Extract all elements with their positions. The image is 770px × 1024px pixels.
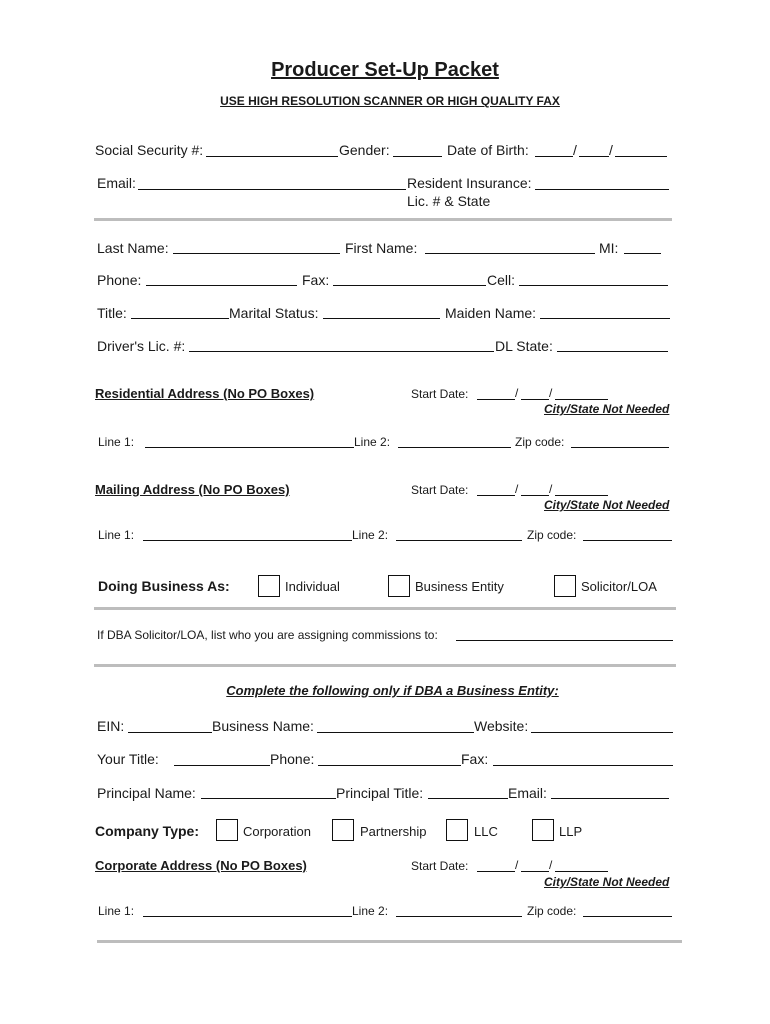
dob-month-field[interactable] xyxy=(535,156,573,157)
entity-email-label: Email: xyxy=(508,785,547,801)
entity-fax-label: Fax: xyxy=(461,751,489,767)
gender-label: Gender: xyxy=(339,142,390,158)
fax-field[interactable] xyxy=(333,285,486,286)
residential-zip-label: Zip code: xyxy=(515,435,565,449)
residential-start-date-label: Start Date: xyxy=(411,387,469,401)
phone-field[interactable] xyxy=(146,285,297,286)
ein-field[interactable] xyxy=(128,732,212,733)
first-name-label: First Name: xyxy=(345,240,418,256)
dba-individual-checkbox[interactable] xyxy=(258,575,280,597)
corporate-zip-label: Zip code: xyxy=(527,904,577,918)
last-name-field[interactable] xyxy=(173,253,340,254)
page-title: Producer Set-Up Packet xyxy=(271,59,499,81)
dba-solicitor-checkbox[interactable] xyxy=(554,575,576,597)
entity-fax-field[interactable] xyxy=(493,765,673,766)
company-llc-label: LLC xyxy=(474,824,498,839)
company-type-label: Company Type: xyxy=(95,823,199,839)
mailing-start-month-field[interactable] xyxy=(477,495,515,496)
resident-license-label: Resident Insurance: xyxy=(407,175,532,191)
company-llp-label: LLP xyxy=(559,824,583,839)
ssn-label: Social Security #: xyxy=(95,142,204,158)
entity-email-field[interactable] xyxy=(551,798,669,799)
corporate-start-year-field[interactable] xyxy=(555,871,608,872)
corporate-line1-field[interactable] xyxy=(143,916,352,917)
ssn-field[interactable] xyxy=(206,156,338,157)
corporate-start-month-field[interactable] xyxy=(477,871,515,872)
principal-title-field[interactable] xyxy=(428,798,508,799)
company-llc-checkbox[interactable] xyxy=(446,819,468,841)
mi-field[interactable] xyxy=(624,253,661,254)
gender-field[interactable] xyxy=(393,156,442,157)
phone-label: Phone: xyxy=(97,272,142,288)
fax-label: Fax: xyxy=(302,272,330,288)
dba-assign-label: If DBA Solicitor/LOA, list who you are assigning commissions to: xyxy=(97,628,438,642)
company-corporation-label: Corporation xyxy=(243,824,311,839)
email-label: Email: xyxy=(97,175,136,191)
dob-year-field[interactable] xyxy=(615,156,667,157)
dob-label: Date of Birth: xyxy=(447,142,529,158)
cell-field[interactable] xyxy=(519,285,668,286)
corporate-zip-field[interactable] xyxy=(583,916,672,917)
mailing-start-year-field[interactable] xyxy=(555,495,608,496)
mailing-line2-label: Line 2: xyxy=(352,528,389,542)
mailing-zip-label: Zip code: xyxy=(527,528,577,542)
your-title-label: Your Title: xyxy=(97,751,159,767)
dob-slash: / xyxy=(609,142,613,158)
principal-name-label: Principal Name: xyxy=(97,785,196,801)
corporate-line2-field[interactable] xyxy=(396,916,522,917)
principal-title-label: Principal Title: xyxy=(336,785,424,801)
mailing-zip-field[interactable] xyxy=(583,540,672,541)
residential-start-year-field[interactable] xyxy=(555,399,608,400)
mailing-address-heading: Mailing Address (No PO Boxes) xyxy=(95,482,290,497)
dl-state-field[interactable] xyxy=(557,351,668,352)
mailing-note: City/State Not Needed xyxy=(544,498,670,512)
dl-state-label: DL State: xyxy=(495,338,553,354)
your-title-field[interactable] xyxy=(174,765,270,766)
business-name-label: Business Name: xyxy=(212,718,314,734)
title-label: Title: xyxy=(97,305,127,321)
date-slash: / xyxy=(515,482,519,496)
first-name-field[interactable] xyxy=(425,253,595,254)
date-slash: / xyxy=(515,386,519,400)
entity-phone-label: Phone: xyxy=(270,751,315,767)
company-partnership-label: Partnership xyxy=(360,824,427,839)
section-divider xyxy=(94,664,676,667)
mailing-line2-field[interactable] xyxy=(396,540,522,541)
date-slash: / xyxy=(549,858,553,872)
last-name-label: Last Name: xyxy=(97,240,169,256)
dba-business-entity-checkbox[interactable] xyxy=(388,575,410,597)
cell-label: Cell: xyxy=(487,272,516,288)
resident-license-field[interactable] xyxy=(535,189,669,190)
residential-line2-label: Line 2: xyxy=(354,435,391,449)
website-label: Website: xyxy=(474,718,529,734)
corporate-note: City/State Not Needed xyxy=(544,875,670,889)
corporate-line1-label: Line 1: xyxy=(98,904,135,918)
dob-slash: / xyxy=(573,142,577,158)
website-field[interactable] xyxy=(531,732,673,733)
residential-address-heading: Residential Address (No PO Boxes) xyxy=(95,386,315,401)
mailing-start-day-field[interactable] xyxy=(521,495,549,496)
residential-start-day-field[interactable] xyxy=(521,399,549,400)
drivers-license-field[interactable] xyxy=(189,351,494,352)
mailing-line1-label: Line 1: xyxy=(98,528,135,542)
corporate-start-day-field[interactable] xyxy=(521,871,549,872)
section-divider xyxy=(94,218,672,221)
entity-section-heading: Complete the following only if DBA a Business Entity: xyxy=(226,683,559,698)
date-slash: / xyxy=(549,482,553,496)
residential-line1-field[interactable] xyxy=(145,447,354,448)
principal-name-field[interactable] xyxy=(201,798,336,799)
ein-label: EIN: xyxy=(97,718,125,734)
corporate-address-heading: Corporate Address (No PO Boxes) xyxy=(95,858,307,873)
corporate-line2-label: Line 2: xyxy=(352,904,389,918)
residential-line1-label: Line 1: xyxy=(98,435,135,449)
dba-label: Doing Business As: xyxy=(98,578,230,594)
business-name-field[interactable] xyxy=(317,732,474,733)
section-divider xyxy=(97,940,682,943)
marital-status-label: Marital Status: xyxy=(229,305,319,321)
maiden-name-field[interactable] xyxy=(540,318,670,319)
mailing-start-date-label: Start Date: xyxy=(411,483,469,497)
dob-day-field[interactable] xyxy=(579,156,609,157)
residential-start-month-field[interactable] xyxy=(477,399,515,400)
company-llp-checkbox[interactable] xyxy=(532,819,554,841)
drivers-license-label: Driver's Lic. #: xyxy=(97,338,186,354)
dba-business-entity-label: Business Entity xyxy=(415,579,504,594)
dba-assign-field[interactable] xyxy=(456,640,673,641)
mi-label: MI: xyxy=(599,240,619,256)
residential-note: City/State Not Needed xyxy=(544,402,670,416)
date-slash: / xyxy=(549,386,553,400)
title-field[interactable] xyxy=(131,318,229,319)
resident-license-sublabel: Lic. # & State xyxy=(407,193,491,209)
maiden-name-label: Maiden Name: xyxy=(445,305,537,321)
residential-line2-field[interactable] xyxy=(398,447,511,448)
mailing-line1-field[interactable] xyxy=(143,540,352,541)
residential-zip-field[interactable] xyxy=(571,447,669,448)
company-corporation-checkbox[interactable] xyxy=(216,819,238,841)
company-partnership-checkbox[interactable] xyxy=(332,819,354,841)
dba-individual-label: Individual xyxy=(285,579,340,594)
entity-phone-field[interactable] xyxy=(318,765,461,766)
email-field[interactable] xyxy=(138,189,406,190)
marital-status-field[interactable] xyxy=(323,318,440,319)
corporate-start-date-label: Start Date: xyxy=(411,859,469,873)
dba-solicitor-label: Solicitor/LOA xyxy=(581,579,657,594)
date-slash: / xyxy=(515,858,519,872)
page-subtitle: USE HIGH RESOLUTION SCANNER OR HIGH QUALITY FAX xyxy=(220,94,560,108)
section-divider xyxy=(94,607,676,610)
